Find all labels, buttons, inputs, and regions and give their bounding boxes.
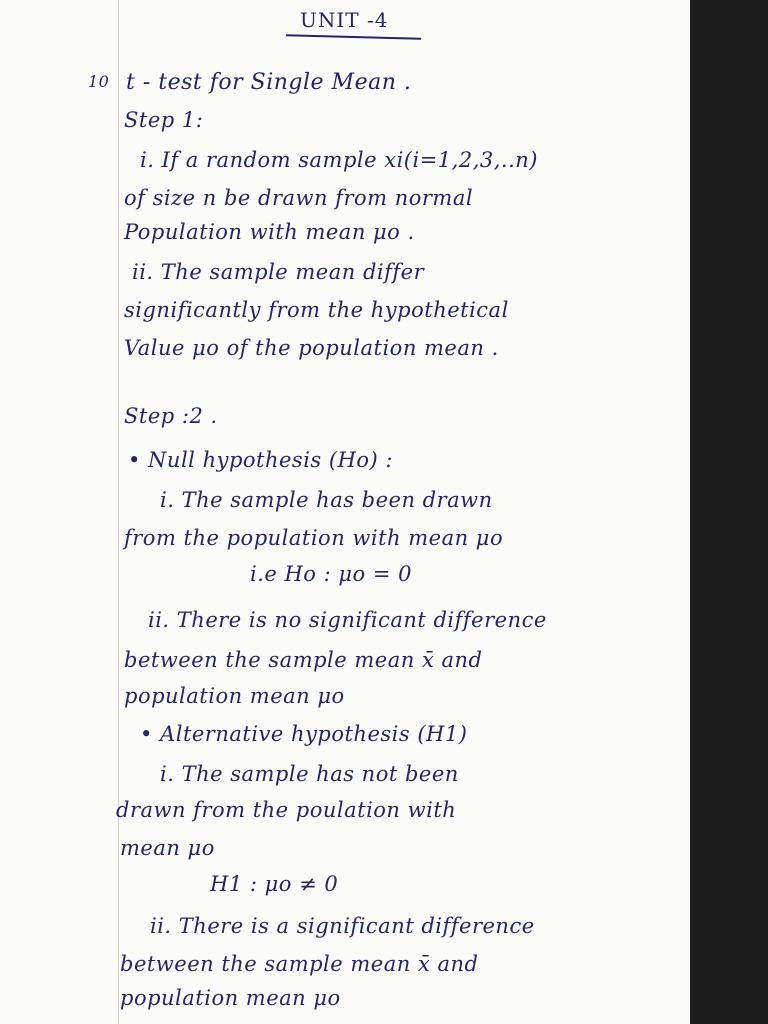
step1-line: Value μo of the population mean . — [124, 336, 499, 360]
null-line: i. The sample has been drawn — [160, 488, 493, 512]
alt-line: i. The sample has not been — [160, 762, 459, 786]
step1-line: i. If a random sample xi(i=1,2,3,..n) — [140, 148, 538, 172]
section-heading: t - test for Single Mean . — [126, 70, 412, 95]
step1-label: Step 1: — [124, 108, 204, 132]
step2-label: Step :2 . — [124, 404, 218, 428]
page-title: UNIT -4 — [300, 8, 389, 32]
alt-line: mean μo — [120, 836, 215, 860]
null-hypothesis-formula: i.e Ho : μo = 0 — [250, 562, 412, 586]
null-line: population mean μo — [124, 684, 345, 708]
title-underline — [286, 34, 421, 40]
alt-line: ii. There is a significant difference — [150, 914, 535, 938]
step1-line: ii. The sample mean differ — [132, 260, 425, 284]
step1-line: significantly from the hypothetical — [124, 298, 509, 322]
null-line: ii. There is no significant difference — [148, 608, 547, 632]
alternative-hypothesis-formula: H1 : μo ≠ 0 — [210, 872, 339, 896]
null-line: between the sample mean x̄ and — [124, 648, 483, 672]
step1-line: Population with mean μo . — [124, 220, 415, 244]
null-hypothesis-heading: • Null hypothesis (Ho) : — [128, 448, 393, 472]
alternative-hypothesis-heading: • Alternative hypothesis (H1) — [140, 722, 468, 746]
alt-line: between the sample mean x̄ and — [120, 952, 479, 976]
alt-line: population mean μo — [120, 986, 341, 1010]
step1-line: of size n be drawn from normal — [124, 186, 474, 210]
margin-number: 10 — [88, 72, 110, 91]
null-line: from the population with mean μo — [124, 526, 504, 550]
margin-rule — [118, 0, 119, 1024]
alt-line: drawn from the poulation with — [116, 798, 457, 822]
